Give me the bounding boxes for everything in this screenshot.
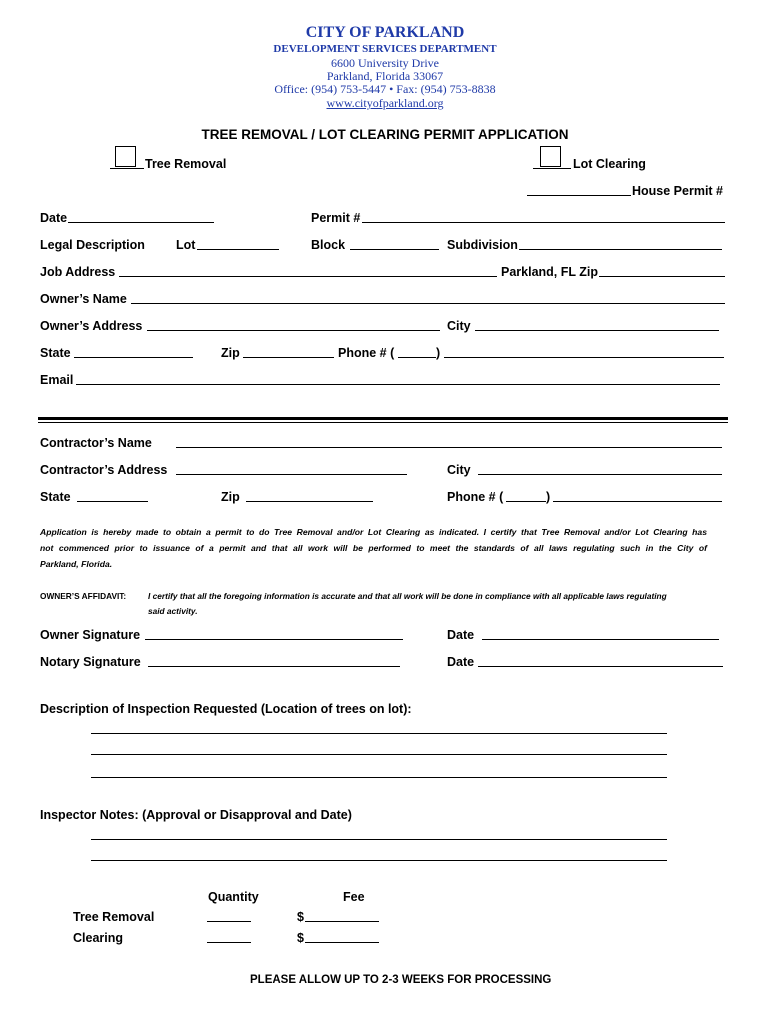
contractor-phone-area-field[interactable]: [506, 501, 546, 502]
inspection-line-1[interactable]: [91, 733, 667, 734]
owner-city-label: City: [447, 319, 471, 333]
statement-line-1: Application is hereby made to obtain a permit to do Tree Removal and/or Lot Clearing as indicated. I certify that Tree Removal and/or Lot Clearing has: [40, 527, 707, 537]
owner-phone-label: Phone # (: [338, 346, 395, 360]
fee-header: Fee: [343, 890, 365, 904]
tree-removal-fee-field[interactable]: [305, 921, 379, 922]
notary-signature-label: Notary Signature: [40, 655, 141, 669]
block-field[interactable]: [350, 249, 439, 250]
department-name: DEVELOPMENT SERVICES DEPARTMENT: [273, 43, 497, 55]
clearing-dollar: $: [297, 931, 304, 945]
owners-address-field[interactable]: [147, 330, 440, 331]
job-address-field[interactable]: [119, 276, 497, 277]
tree-removal-dollar: $: [297, 910, 304, 924]
notes-line-1[interactable]: [91, 839, 667, 840]
email-field[interactable]: [76, 384, 720, 385]
statement-line-2: not commenced prior to issuance of a permit and that all work will be performed to meet the standards of all laws regulating such in the City of: [40, 543, 707, 553]
contractor-phone-label: Phone # (: [447, 490, 504, 504]
owner-signature-label: Owner Signature: [40, 628, 141, 642]
owner-zip-field[interactable]: [243, 357, 334, 358]
inspector-notes-label: Inspector Notes: (Approval or Disapproval and Date): [40, 808, 352, 822]
affidavit-line-2: said activity.: [148, 606, 198, 616]
clearing-fee-label: Clearing: [73, 931, 124, 945]
owners-name-field[interactable]: [131, 303, 725, 304]
affidavit-label: OWNER’S AFFIDAVIT:: [40, 591, 127, 601]
owner-signature-date-field[interactable]: [482, 639, 719, 640]
owner-state-label: State: [40, 346, 71, 360]
legal-description-label: Legal Description: [40, 238, 145, 252]
contractor-state-field[interactable]: [77, 501, 148, 502]
lot-field[interactable]: [197, 249, 279, 250]
block-label: Block: [311, 238, 346, 252]
inspection-line-2[interactable]: [91, 754, 667, 755]
permit-field[interactable]: [362, 222, 725, 223]
notes-line-2[interactable]: [91, 860, 667, 861]
lot-clearing-label: Lot Clearing: [573, 157, 646, 171]
contractor-city-label: City: [447, 463, 471, 477]
contractor-zip-field[interactable]: [246, 501, 373, 502]
affidavit-line-1: I certify that all the foregoing information is accurate and that all work will be done in compliance with all applicable laws regulating: [148, 591, 667, 601]
lot-clearing-checkbox[interactable]: [540, 146, 561, 167]
website-link[interactable]: www.cityofparkland.org: [326, 96, 444, 110]
inspection-description-label: Description of Inspection Requested (Location of trees on lot):: [40, 702, 412, 716]
tree-removal-checkbox[interactable]: [115, 146, 136, 167]
phone-fax: Office: (954) 753-5447 • Fax: (954) 753-8838: [274, 82, 496, 96]
section-divider: [38, 417, 728, 420]
processing-note: PLEASE ALLOW UP TO 2-3 WEEKS FOR PROCESSING: [250, 974, 552, 986]
subdivision-field[interactable]: [519, 249, 722, 250]
notary-date-field[interactable]: [478, 666, 723, 667]
owner-phone-field[interactable]: [444, 357, 724, 358]
owner-city-field[interactable]: [475, 330, 719, 331]
quantity-header: Quantity: [208, 890, 259, 904]
inspection-line-3[interactable]: [91, 777, 667, 778]
owners-address-label: Owner’s Address: [40, 319, 143, 333]
owner-signature-field[interactable]: [145, 639, 403, 640]
house-permit-label: House Permit #: [632, 184, 724, 198]
contractor-phone-field[interactable]: [553, 501, 722, 502]
clearing-quantity-field[interactable]: [207, 942, 251, 943]
form-title: TREE REMOVAL / LOT CLEARING PERMIT APPLICATION: [201, 127, 569, 142]
contractor-name-field[interactable]: [176, 447, 722, 448]
contractor-name-label: Contractor’s Name: [40, 436, 152, 450]
contractor-address-field[interactable]: [176, 474, 407, 475]
statement-line-3: Parkland, Florida.: [40, 559, 113, 569]
owner-state-field[interactable]: [74, 357, 193, 358]
email-label: Email: [40, 373, 74, 387]
permit-label: Permit #: [311, 211, 361, 225]
city-state-zip: Parkland, Florida 33067: [326, 69, 444, 83]
notary-signature-field[interactable]: [148, 666, 400, 667]
job-address-label: Job Address: [40, 265, 116, 279]
tree-removal-label: Tree Removal: [145, 157, 227, 171]
parkland-zip-field[interactable]: [599, 276, 725, 277]
owner-zip-label: Zip: [221, 346, 240, 360]
house-permit-field[interactable]: [527, 195, 631, 196]
date-field[interactable]: [68, 222, 214, 223]
lot-label: Lot: [176, 238, 196, 252]
contractor-state-label: State: [40, 490, 71, 504]
contractor-phone-close: ): [546, 490, 551, 504]
contractor-address-label: Contractor’s Address: [40, 463, 168, 477]
clearing-fee-field[interactable]: [305, 942, 379, 943]
section-divider-thin: [38, 422, 728, 423]
tree-removal-fee-label: Tree Removal: [73, 910, 155, 924]
tree-removal-quantity-field[interactable]: [207, 921, 251, 922]
owner-signature-date-label: Date: [447, 628, 475, 642]
contractor-city-field[interactable]: [478, 474, 722, 475]
date-label: Date: [40, 211, 68, 225]
owner-phone-area-field[interactable]: [398, 357, 436, 358]
owners-name-label: Owner’s Name: [40, 292, 127, 306]
subdivision-label: Subdivision: [447, 238, 518, 252]
parkland-zip-label: Parkland, FL Zip: [501, 265, 599, 279]
contractor-zip-label: Zip: [221, 490, 240, 504]
city-name: CITY OF PARKLAND: [305, 24, 465, 41]
street-address: 6600 University Drive: [331, 56, 439, 70]
owner-phone-close: ): [436, 346, 441, 360]
notary-date-label: Date: [447, 655, 475, 669]
